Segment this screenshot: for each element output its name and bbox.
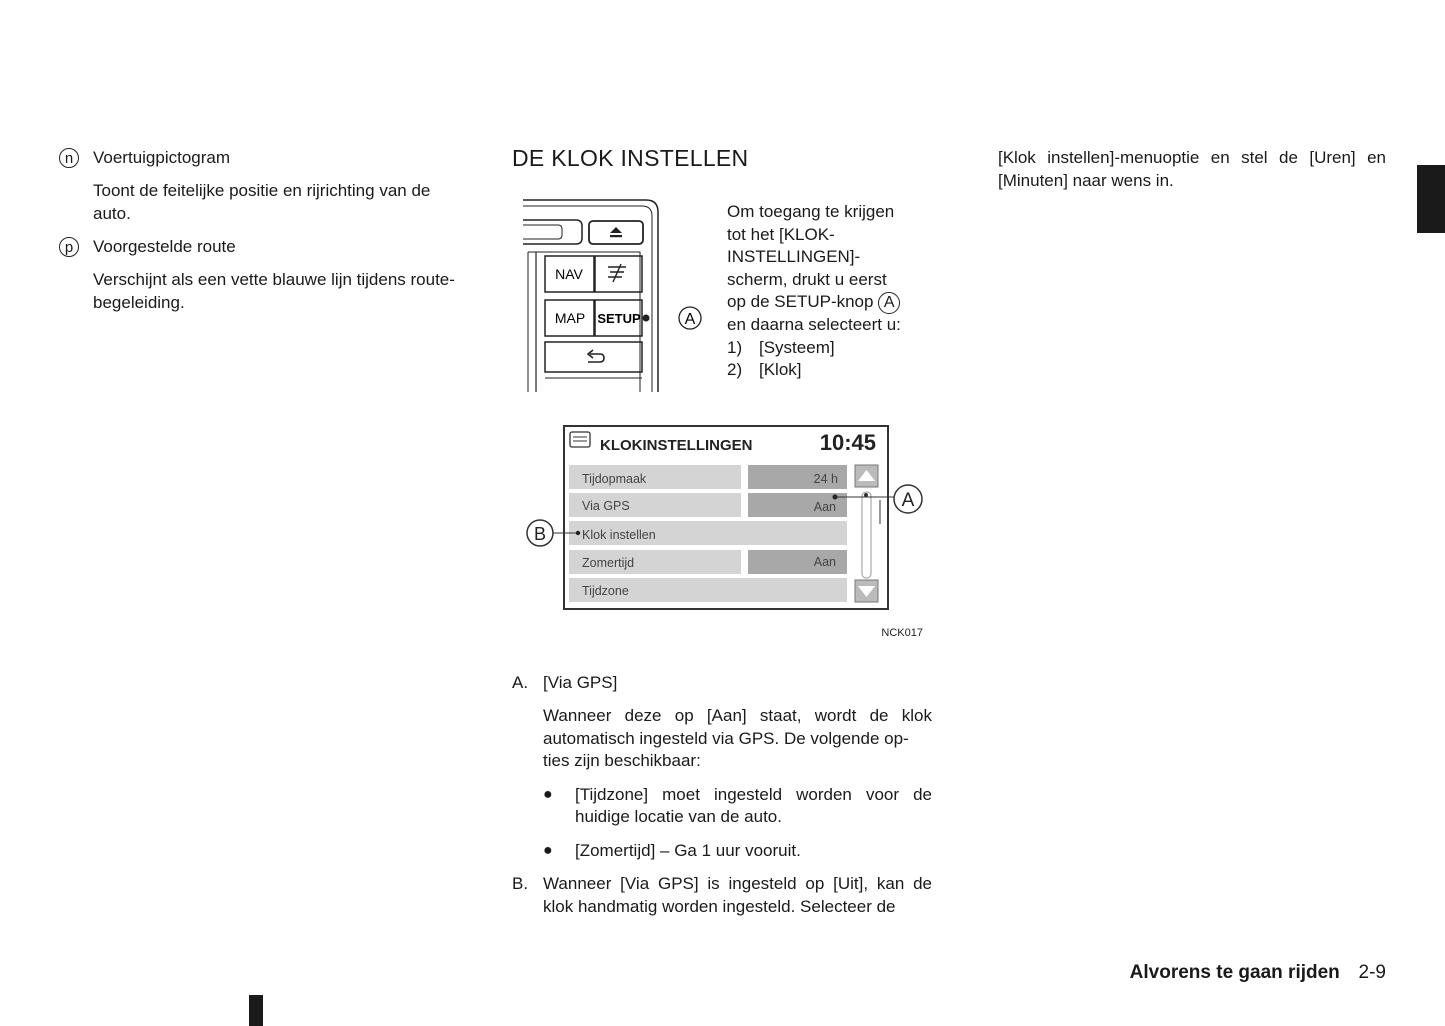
screen-title: KLOKINSTELLINGEN bbox=[600, 437, 753, 454]
item-p-title: Voorgestelde route bbox=[93, 237, 236, 256]
list-b-text: Wanneer [Via GPS] is ingesteld op [Uit], kan de klok handmatig worden ingesteld. Selecteer de bbox=[543, 874, 932, 916]
item-n-description: Toont de feitelijke positie en rijrichting van de auto. bbox=[93, 181, 431, 223]
list-a-title: [Via GPS] bbox=[543, 673, 618, 692]
screen-time: 10:45 bbox=[819, 430, 876, 455]
panel-callout-a: A bbox=[684, 311, 696, 328]
bullet-1-dot: ● bbox=[543, 785, 553, 803]
row-label-via-gps: Via GPS bbox=[582, 499, 630, 513]
item-p-description-line2: begeleiding. bbox=[93, 292, 185, 312]
figure-code: NCK017 bbox=[881, 627, 923, 639]
back-button[interactable] bbox=[545, 342, 642, 372]
button-panel-illustration bbox=[518, 196, 718, 392]
screen-callout-b: B bbox=[533, 524, 547, 544]
section-heading: DE KLOK INSTELLEN bbox=[512, 145, 749, 171]
row-label-tijdopmaak: Tijdopmaak bbox=[582, 472, 647, 486]
item-p bbox=[59, 236, 464, 314]
marker-n: n bbox=[59, 148, 79, 168]
page-edge-marker bbox=[249, 995, 263, 1026]
footer bbox=[1000, 962, 1386, 985]
item-p-description-line1: Verschijnt als een vette blauwe lijn tijdens route- bbox=[93, 270, 455, 289]
list-a-text2: ties zijn beschikbaar: bbox=[543, 751, 701, 770]
bullet-1: ● [Tijdzone] moet ingesteld worden voor de huidige locatie van de auto. bbox=[543, 784, 932, 826]
row-value-zomertijd: Aan bbox=[813, 555, 836, 569]
marker-p: p bbox=[59, 237, 79, 257]
list-a-text: Wanneer deze op [Aan] staat, wordt de klok automatisch ingesteld via GPS. De volgende op- bbox=[543, 706, 932, 748]
item-n bbox=[59, 147, 464, 225]
info-button[interactable] bbox=[595, 256, 642, 292]
intro-text: Om toegang te krijgen tot het [KLOK- INSTELLINGEN]- scherm, drukt u eerst op de SETUP-knop A en daarna selecteert u: 1) [Systeem] 2) [Klok] bbox=[727, 201, 937, 382]
setup-callout-a: A bbox=[878, 292, 900, 314]
row-label-klok-instellen: Klok instellen bbox=[582, 528, 656, 542]
row-value-tijdopmaak: 24 h bbox=[813, 472, 838, 486]
list-a bbox=[512, 672, 932, 918]
step-1: 1) [Systeem] bbox=[727, 337, 835, 357]
list-a-label: A. bbox=[512, 673, 529, 692]
row-value-via-gps: Aan bbox=[813, 500, 836, 514]
footer-section: Alvorens te gaan rijden bbox=[1129, 962, 1340, 983]
item-n-title: Voertuigpictogram bbox=[93, 148, 231, 167]
row-label-zomertijd: Zomertijd bbox=[582, 556, 635, 570]
clock-settings-screen bbox=[520, 420, 930, 645]
right-column-text: [Klok instellen]-menuoptie en stel de [Uren] en [Minuten] naar wens in. bbox=[998, 148, 1386, 190]
map-label: MAP bbox=[554, 310, 586, 326]
chapter-tab-marker bbox=[1417, 165, 1445, 233]
traffic-info-icon bbox=[608, 264, 626, 282]
row-label-tijdzone: Tijdzone bbox=[582, 584, 629, 598]
screen-callout-a: A bbox=[901, 490, 915, 511]
setup-label: SETUP bbox=[597, 311, 641, 326]
bullet-2: ● [Zomertijd] – Ga 1 uur vooruit. bbox=[543, 840, 932, 863]
list-b-label: B. bbox=[512, 874, 529, 893]
bullet-2-dot: ● bbox=[543, 841, 553, 859]
footer-page-number: 2-9 bbox=[1358, 962, 1386, 983]
back-icon bbox=[588, 350, 604, 362]
scroll-track[interactable] bbox=[862, 492, 871, 578]
list-b bbox=[512, 873, 932, 918]
step-2: 2) [Klok] bbox=[727, 360, 802, 379]
nav-label: NAV bbox=[555, 266, 583, 282]
